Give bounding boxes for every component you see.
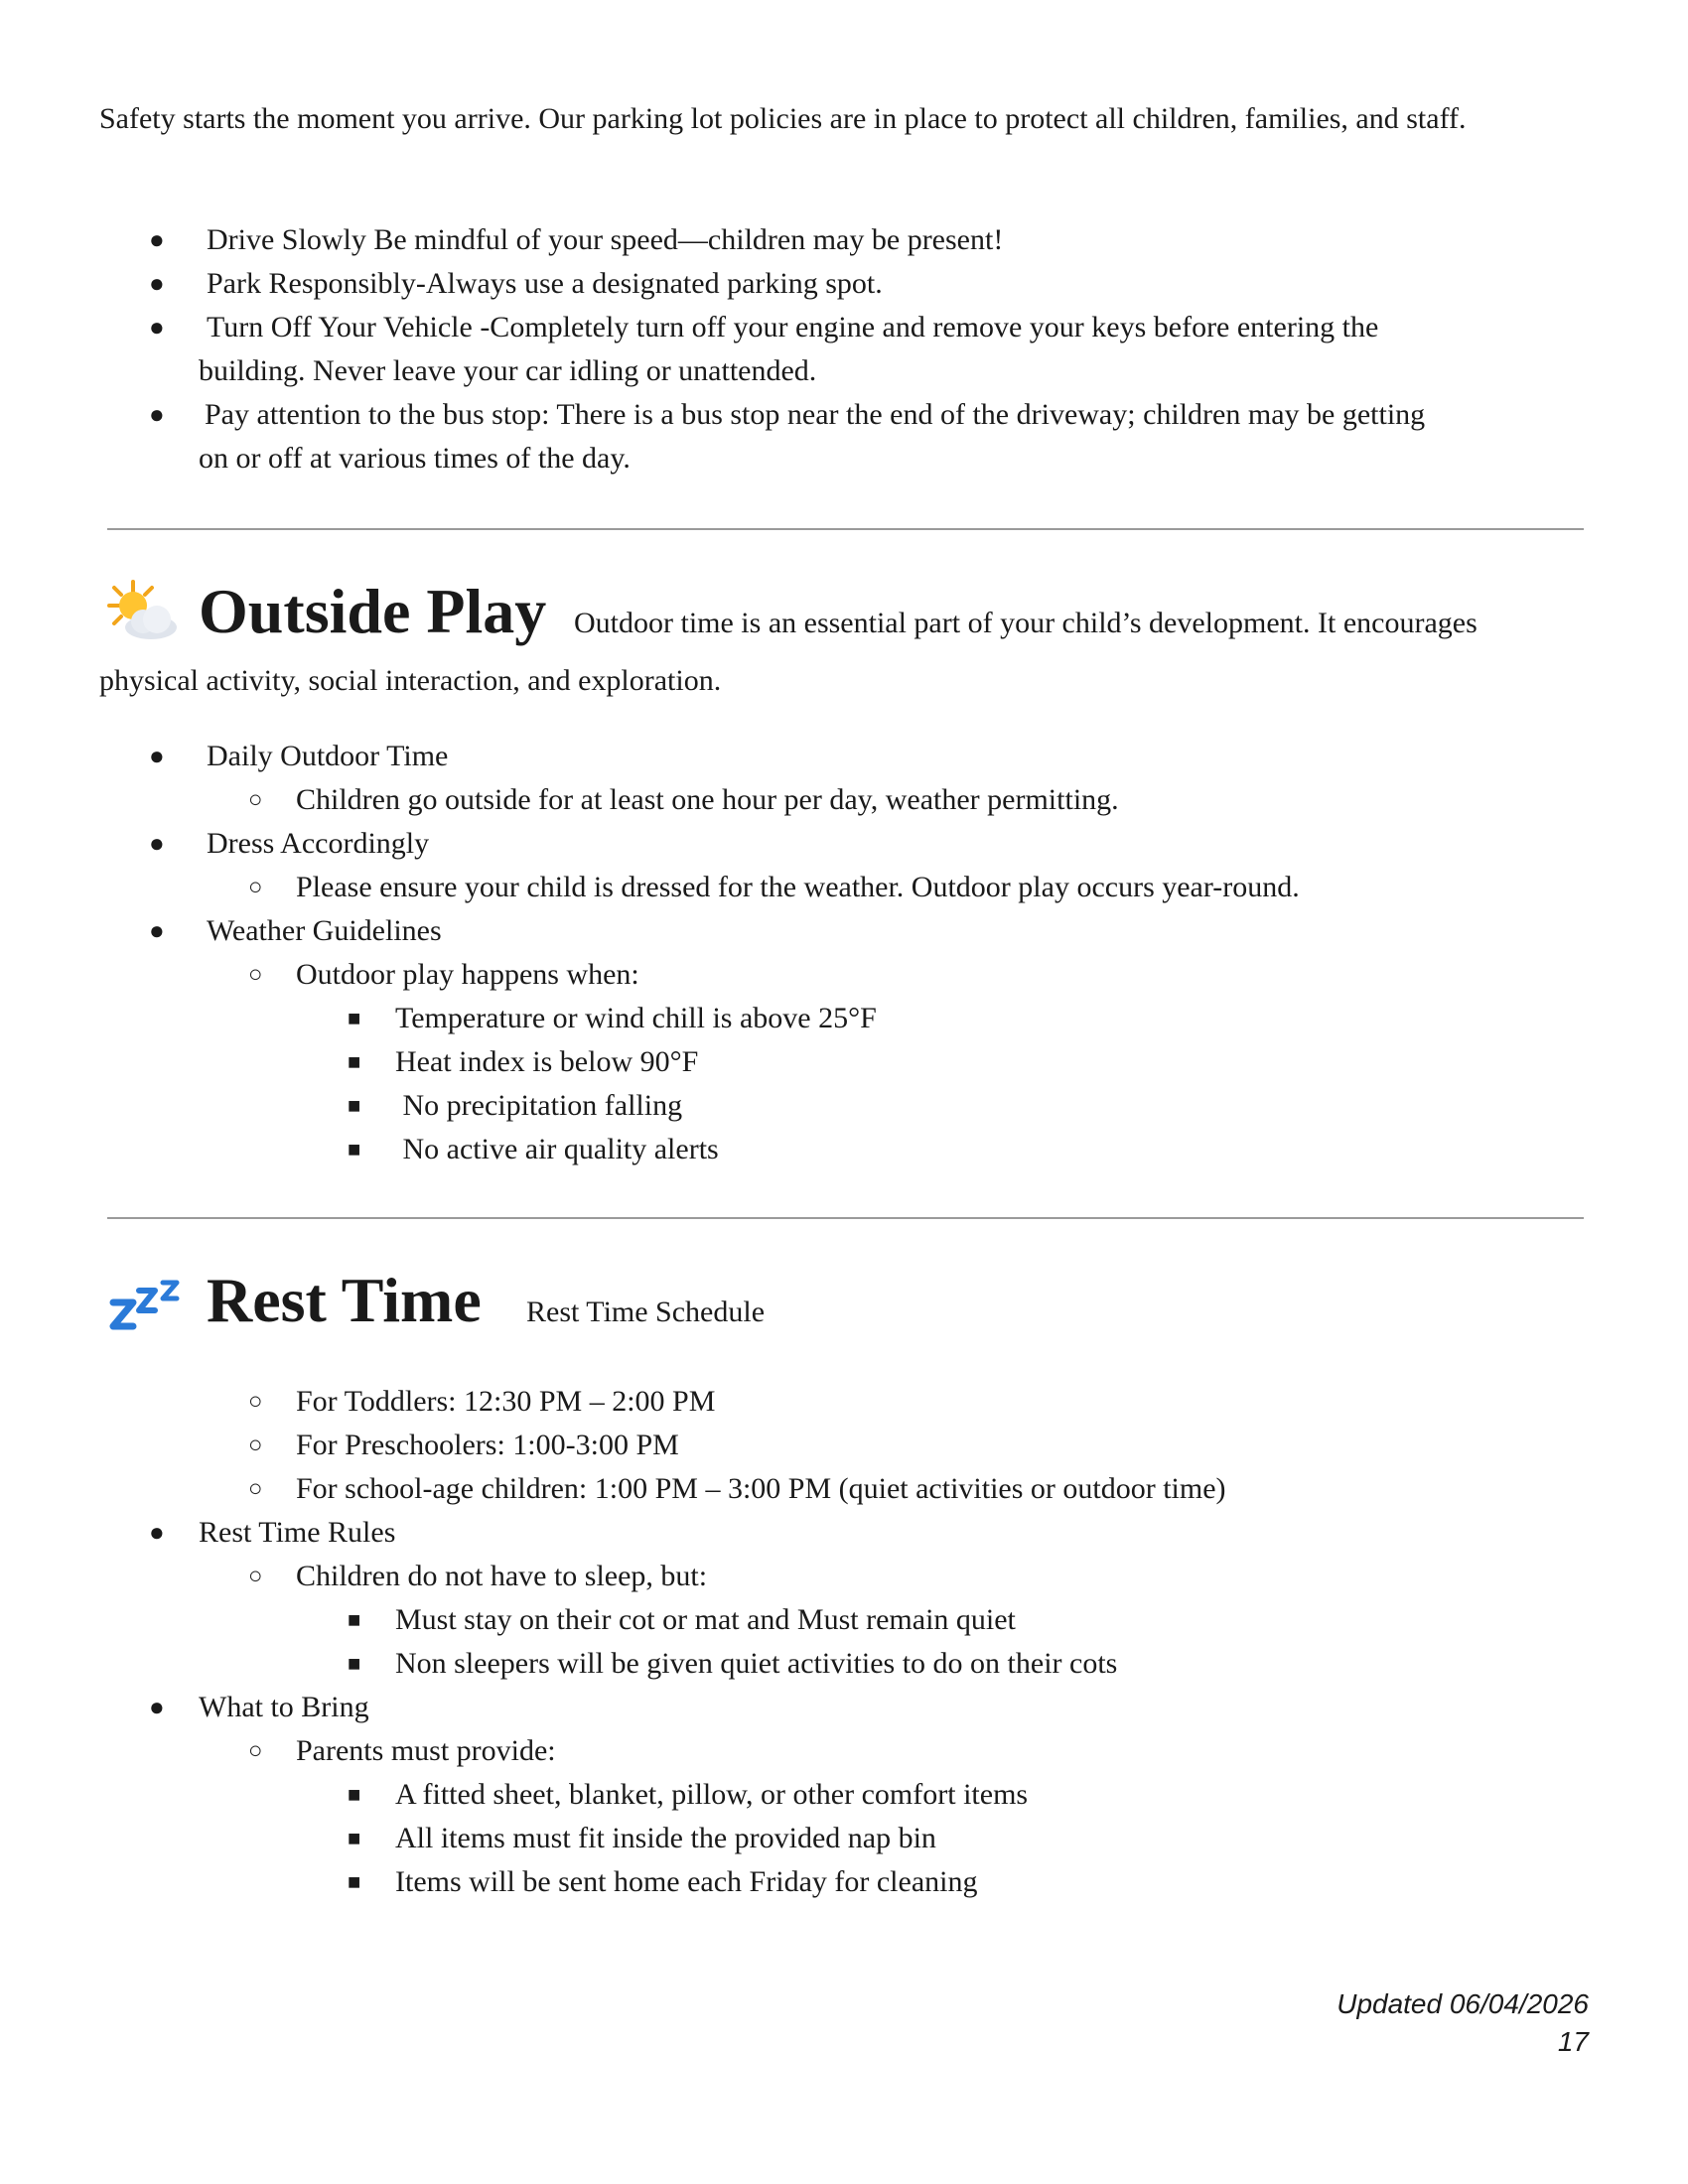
- list-item-dress-accordingly: Dress Accordingly: [207, 827, 430, 860]
- bullet-dot: ●: [149, 829, 165, 858]
- footer-updated-date: Updated 06/04/2026: [1336, 1988, 1589, 2019]
- list-subitem: Parents must provide:: [296, 1734, 556, 1767]
- bullet-square: ■: [348, 1782, 361, 1807]
- parking-item-park-responsibly: Park Responsibly-Always use a designated parking spot.: [207, 267, 883, 300]
- outside-play-intro: Outdoor time is an essential part of your child’s development. It encourages: [574, 607, 1477, 639]
- bullet-square: ■: [348, 1826, 361, 1850]
- schedule-item: For school-age children: 1:00 PM – 3:00 PM (quiet activities or outdoor time): [296, 1472, 1226, 1505]
- outside-play-intro-cont: physical activity, social interaction, and exploration.: [99, 664, 722, 697]
- bullet-dot: ●: [149, 313, 165, 341]
- rule-item: Non sleepers will be given quiet activities to do on their cots: [395, 1647, 1118, 1680]
- bullet-square: ■: [348, 1137, 361, 1161]
- parking-item-turn-off-vehicle: Turn Off Your Vehicle -Completely turn off your engine and remove your keys before entering the: [207, 311, 1379, 343]
- bullet-dot: ●: [149, 1693, 165, 1721]
- bullet-circle: ○: [248, 1738, 263, 1764]
- bullet-square: ■: [348, 1093, 361, 1118]
- section-divider: [107, 1217, 1584, 1219]
- bring-item: A fitted sheet, blanket, pillow, or other comfort items: [395, 1778, 1029, 1811]
- bullet-circle: ○: [248, 875, 263, 900]
- list-item-rest-time-rules: Rest Time Rules: [199, 1516, 396, 1549]
- bring-item: All items must fit inside the provided nap bin: [395, 1822, 936, 1854]
- list-item-what-to-bring: What to Bring: [199, 1691, 369, 1723]
- rest-time-heading: Rest Time: [207, 1265, 482, 1335]
- list-subitem: Outdoor play happens when:: [296, 958, 639, 991]
- list-subitem: Children do not have to sleep, but:: [296, 1560, 708, 1592]
- outside-play-heading: Outside Play: [199, 576, 547, 646]
- schedule-item: For Preschoolers: 1:00-3:00 PM: [296, 1429, 679, 1461]
- bullet-square: ■: [348, 1049, 361, 1074]
- bullet-circle: ○: [248, 1433, 263, 1458]
- parking-item-drive-slowly: Drive Slowly Be mindful of your speed—children may be present!: [207, 223, 1004, 256]
- bullet-circle: ○: [248, 1389, 263, 1415]
- condition-item: Heat index is below 90°F: [395, 1045, 699, 1078]
- bullet-dot: ●: [149, 916, 165, 945]
- section-divider: [107, 528, 1584, 530]
- sun-behind-cloud-icon: [99, 578, 181, 645]
- condition-item: Temperature or wind chill is above 25°F: [395, 1002, 877, 1034]
- condition-item: No precipitation falling: [395, 1089, 683, 1122]
- list-item-weather-guidelines: Weather Guidelines: [207, 914, 442, 947]
- rule-item: Must stay on their cot or mat and Must remain quiet: [395, 1603, 1016, 1636]
- bullet-circle: ○: [248, 1564, 263, 1589]
- list-item-daily-outdoor-time: Daily Outdoor Time: [207, 740, 449, 772]
- bring-item: Items will be sent home each Friday for cleaning: [395, 1865, 978, 1898]
- bullet-square: ■: [348, 1607, 361, 1632]
- bullet-circle: ○: [248, 962, 263, 988]
- list-subitem: Please ensure your child is dressed for the weather. Outdoor play occurs year-round.: [296, 871, 1300, 903]
- schedule-item: For Toddlers: 12:30 PM – 2:00 PM: [296, 1385, 716, 1418]
- parking-item-bus-stop-cont: on or off at various times of the day.: [199, 442, 631, 475]
- bullet-dot: ●: [149, 1518, 165, 1547]
- parking-item-turn-off-vehicle-cont: building. Never leave your car idling or unattended.: [199, 354, 817, 387]
- bullet-dot: ●: [149, 742, 165, 770]
- bullet-square: ■: [348, 1869, 361, 1894]
- list-subitem: Children go outside for at least one hour per day, weather permitting.: [296, 783, 1119, 816]
- bullet-circle: ○: [248, 1476, 263, 1502]
- condition-item: No active air quality alerts: [395, 1133, 719, 1165]
- bullet-dot: ●: [149, 400, 165, 429]
- page-number: 17: [1557, 2026, 1589, 2057]
- rest-time-subtitle: Rest Time Schedule: [526, 1296, 766, 1328]
- bullet-circle: ○: [248, 787, 263, 813]
- bullet-square: ■: [348, 1651, 361, 1676]
- parking-intro: Safety starts the moment you arrive. Our parking lot policies are in place to protect all children, families, and staff.: [99, 102, 1467, 135]
- bullet-square: ■: [348, 1006, 361, 1030]
- zzz-sleep-icon: [107, 1275, 187, 1334]
- parking-item-bus-stop: Pay attention to the bus stop: There is a bus stop near the end of the driveway; children may be getting: [205, 398, 1426, 431]
- bullet-dot: ●: [149, 269, 165, 298]
- bullet-dot: ●: [149, 225, 165, 254]
